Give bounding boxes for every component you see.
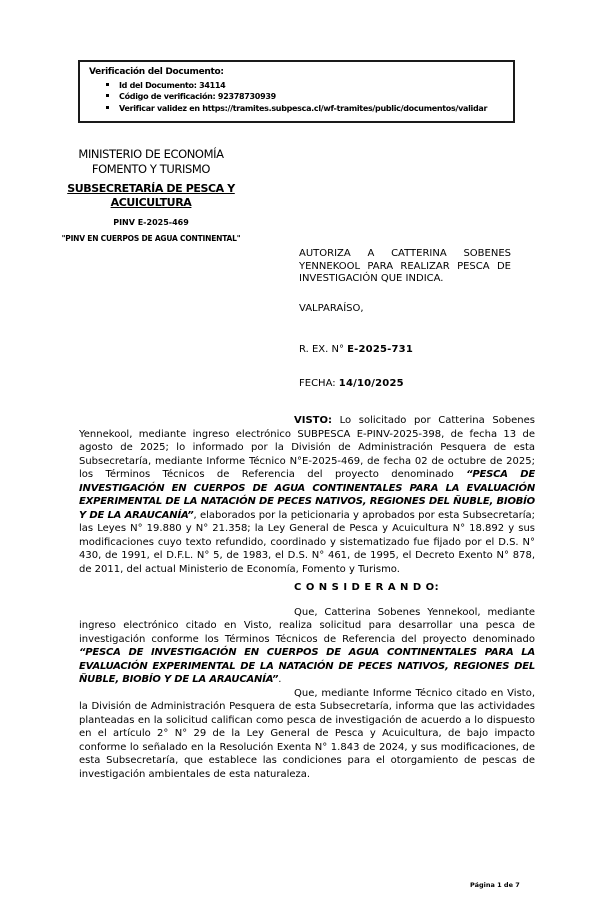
text-segment: Que, mediante Informe Técnico citado en Visto, la División de Administración Pesquera de esta Subsecretaría, informa que las actividades planteadas en la solicitud califican como pesca de investigación de acuerdo a lo dispuesto en el artículo 2° N° 29 de la Ley General de Pesca y Acuicultura, de bajo impacto conforme lo señalado en la Resolución Exenta N° 1.843 de 2024, y sus modificaciones, de esta Subsecretaría, que establece las condiciones para el otorgamiento de pescas de investigación ambientales de esta naturaleza. xyxy=(79,687,535,780)
verification-item: Id del Documento: 34114 xyxy=(106,80,507,92)
pinv-subject-tag: "PINV EN CUERPOS DE AGUA CONTINENTAL" xyxy=(61,234,241,243)
text-segment: Que, Catterina Sobenes Yennekool, mediante ingreso electrónico citado en Visto, realiza solicitud para desarrollar una pesca de investigación conforme los Términos Técnicos de Referencia del proyecto denominado xyxy=(79,606,535,645)
considerando-paragraph-1 xyxy=(79,606,535,687)
verification-item: Código de verificación: 92378730939 xyxy=(106,91,507,103)
verification-item: Verificar validez en https://tramites.subpesca.cl/wf-tramites/public/documentos/validar xyxy=(106,103,507,115)
ministry-line-1: MINISTERIO DE ECONOMÍA xyxy=(78,147,224,161)
subsecretariat-line-2: ACUICULTURA xyxy=(110,196,192,209)
letterhead xyxy=(35,147,267,243)
subsecretariat-line-1: SUBSECRETARÍA DE PESCA Y xyxy=(67,182,235,195)
text-segment: “PESCA DE INVESTIGACIÓN EN CUERPOS DE AGUA CONTINENTALES PARA LA EVALUACIÓN EXPERIMENTAL DE LA NATACIÓN DE PECES NATIVOS, REGIONES DEL ÑUBLE, BIOBÍO Y DE LA ARAUCANÍA” xyxy=(79,469,535,521)
resolution-number: E-2025-731 xyxy=(347,344,413,355)
considerando-heading: C O N S I D E R A N D O: xyxy=(294,582,440,593)
resolution-number-line xyxy=(299,344,511,357)
text-segment: . xyxy=(278,674,282,685)
visto-paragraph xyxy=(79,414,535,576)
verification-box xyxy=(78,60,515,123)
page-footer: Página 1 de 7 xyxy=(470,881,520,889)
resolution-subject: AUTORIZA A CATTERINA SOBENES YENNEKOOL PARA REALIZAR PESCA DE INVESTIGACIÓN QUE INDICA. xyxy=(299,248,511,284)
resolution-label: R. EX. N° xyxy=(299,344,348,355)
city-line: VALPARAÍSO, xyxy=(299,302,364,314)
resolution-header xyxy=(299,248,511,390)
date-line xyxy=(299,378,511,391)
resolution-body xyxy=(79,414,535,781)
subsecretariat-name xyxy=(35,182,267,210)
date-label: FECHA: xyxy=(299,377,339,389)
ministry-name xyxy=(35,147,267,177)
ministry-line-2: FOMENTO Y TURISMO xyxy=(91,162,211,176)
pinv-code: PINV E-2025-469 xyxy=(113,218,189,227)
considerando-paragraph-2 xyxy=(79,687,535,782)
text-segment: Lo solicitado por Catterina Sobenes Yennekool, mediante ingreso electrónico SUBPESCA E-PINV-2025-398, de fecha 13 de agosto de 2025; lo informado por la División de Administración Pesquera de esta Subsecretaría, mediante Informe Técnico N°E-2025-469, de fecha 02 de octubre de 2025; los Términos Técnicos de Referencia del proyecto denominado xyxy=(79,415,535,480)
text-segment: , elaborados por la peticionaria y aprobados por esta Subsecretaría; las Leyes N° 19.880 y N° 21.358; la Ley General de Pesca y Acuicultura N° 18.892 y sus modificaciones cuyo texto refundido, coordinado y sistematizado fue fijado por el D.S. N° 430, de 1991, el D.F.L. N° 5, de 1983, el D.S. N° 461, de 1995, el Decreto Exento N° 878, de 2011, del actual Ministerio de Economía, Fomento y Turismo. xyxy=(79,509,535,575)
verification-title: Verificación del Documento: xyxy=(89,67,224,77)
text-segment: VISTO: xyxy=(294,415,332,426)
verification-list xyxy=(89,80,507,115)
text-segment: “PESCA DE INVESTIGACIÓN EN CUERPOS DE AGUA CONTINENTALES PARA LA EVALUACIÓN EXPERIMENTAL DE LA NATACIÓN DE PECES NATIVOS, REGIONES DEL ÑUBLE, BIOBÍO Y DE LA ARAUCANÍA” xyxy=(79,647,535,685)
date-value: 14/10/2025 xyxy=(338,377,404,389)
